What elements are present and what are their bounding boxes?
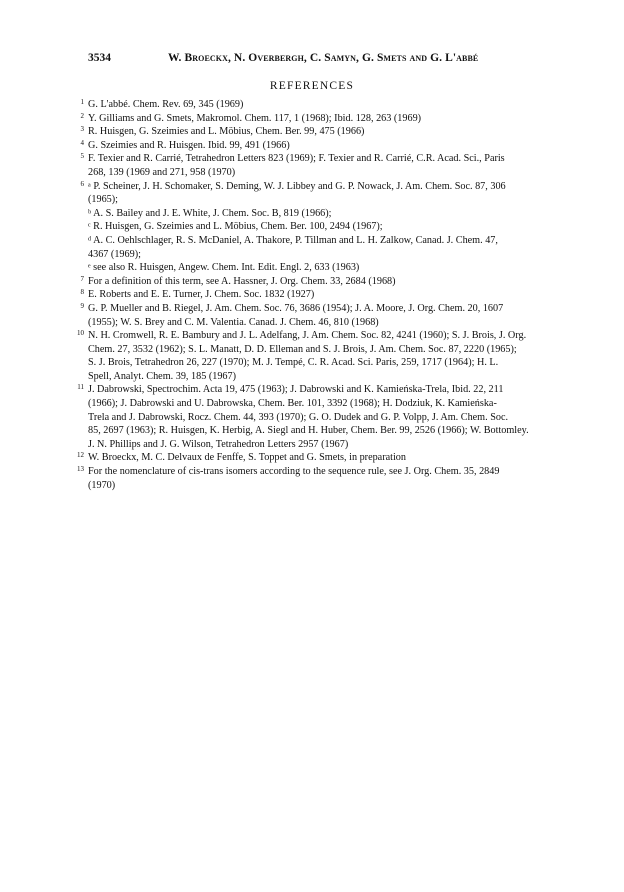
reference-text-line: G. L'abbé. Chem. Rev. 69, 345 (1969): [88, 99, 244, 110]
reference-item: [77, 383, 558, 451]
reference-number: 11: [77, 383, 84, 392]
reference-text-line: Chem. 27, 3532 (1962); S. L. Manatt, D. D. Elleman and S. J. Brois, J. Am. Chem. Soc. 87, 2220 (1965);: [88, 343, 517, 355]
reference-text-line: For the nomenclature of cis-trans isomers according to the sequence rule, see J. Org. Chem. 35, 2849: [88, 466, 500, 478]
reference-text-line: (1955); W. S. Brey and C. M. Valentia. Canad. J. Chem. 46, 810 (1968): [88, 316, 379, 328]
reference-number: 8: [80, 288, 84, 297]
reference-text-line: J. Dabrowski, Spectrochim. Acta 19, 475 (1963); J. Dabrowski and K. Kamieńska-Trela, Ibid. 22, 211: [88, 384, 504, 396]
reference-item: [80, 138, 558, 153]
reference-number: 3: [80, 125, 84, 134]
reference-item: [80, 288, 558, 302]
reference-text-line: W. Broeckx, M. C. Delvaux de Fenffe, S. Toppet and G. Smets, in preparation: [88, 452, 406, 464]
reference-text-line: F. Texier and R. Carrié, Tetrahedron Letters 823 (1969); F. Texier and R. Carrié, C.R. Acad. Sci., Paris: [88, 153, 505, 165]
reference-item: [80, 152, 558, 179]
reference-text-line: ᵃ P. Scheiner, J. H. Schomaker, S. Deming, W. J. Libbey and G. P. Nowack, J. Am. Chem. Soc. 87, 306: [88, 180, 506, 192]
reference-text-line: ᶜ R. Huisgen, G. Szeimies and L. Möbius, Chem. Ber. 100, 2494 (1967);: [88, 221, 383, 233]
reference-item: [80, 98, 558, 112]
reference-number: 12: [77, 451, 84, 460]
reference-text-line: 4367 (1969);: [88, 248, 141, 260]
reference-list: [77, 98, 558, 492]
reference-text-line: E. Roberts and E. E. Turner, J. Chem. Soc. 1832 (1927): [88, 289, 315, 301]
reference-text-line: 85, 2697 (1963); R. Huisgen, K. Herbig, A. Siegl and H. Huber, Chem. Ber. 99, 2526 (1966); W. Bottomley.: [88, 425, 529, 437]
reference-text-line: Trela and J. Dabrowski, Rocz. Chem. 44, 393 (1970); G. O. Dudek and G. P. Volpp, J. Am. Chem. Soc.: [88, 411, 509, 423]
reference-item: [80, 125, 558, 139]
reference-text-line: Spell, Analyt. Chem. 39, 185 (1967): [88, 370, 236, 382]
reference-item: [80, 301, 558, 329]
reference-number: 9: [80, 301, 84, 310]
reference-item: [80, 111, 558, 126]
reference-text-line: (1970): [88, 479, 116, 491]
reference-text-line: 268, 139 (1969 and 271, 958 (1970): [88, 166, 236, 178]
reference-number: 2: [80, 111, 84, 120]
reference-text-line: For a definition of this term, see A. Hassner, J. Org. Chem. 33, 2684 (1968): [88, 275, 396, 287]
reference-text-line: ᵈ A. C. Oehlschlager, R. S. McDaniel, A. Thakore, P. Tillman and L. H. Zalkow, Canad. J. Chem. 47,: [88, 234, 498, 246]
reference-number: 5: [80, 152, 84, 161]
page-number: 3534: [88, 52, 111, 64]
reference-text-line: N. H. Cromwell, R. E. Bambury and J. L. Adelfang, J. Am. Chem. Soc. 82, 4241 (1960); S. J. Brois, J. Org.: [88, 330, 527, 342]
reference-item: [80, 179, 558, 275]
reference-text-line: ᵇ A. S. Bailey and J. E. White, J. Chem. Soc. B, 819 (1966);: [88, 207, 332, 219]
reference-text-line: Y. Gilliams and G. Smets, Makromol. Chem. 117, 1 (1968); Ibid. 128, 263 (1969): [88, 112, 422, 124]
reference-number: 4: [80, 138, 84, 147]
reference-item: [80, 274, 558, 289]
reference-item: [77, 451, 558, 465]
reference-text-line: (1966); J. Dabrowski and U. Dabrowska, Chem. Ber. 101, 3392 (1968); H. Dodziuk, K. Kamieńska-: [88, 398, 497, 410]
reference-text-line: J. N. Phillips and J. G. Wilson, Tetrahedron Letters 2957 (1967): [88, 438, 349, 450]
reference-text-line: ᵉ see also R. Huisgen, Angew. Chem. Int. Edit. Engl. 2, 633 (1963): [88, 262, 360, 274]
references-heading: REFERENCES: [269, 80, 355, 92]
reference-item: [77, 329, 558, 383]
reference-text-line: G. Szeimies and R. Huisgen. Ibid. 99, 491 (1966): [88, 139, 290, 151]
reference-text-line: G. P. Mueller and B. Riegel, J. Am. Chem. Soc. 76, 3686 (1954); J. A. Moore, J. Org. Chem. 20, 1607: [88, 302, 504, 314]
reference-text-line: R. Huisgen, G. Szeimies and L. Möbius, Chem. Ber. 99, 475 (1966): [88, 126, 365, 138]
reference-text-line: (1965);: [88, 194, 118, 206]
reference-text-line: S. J. Brois, Tetrahedron 26, 227 (1970); M. J. Tempé, C. R. Acad. Sci. Paris, 259, 1717 (1964); H. L.: [88, 357, 499, 369]
reference-number: 7: [80, 274, 84, 283]
running-header-authors: W. Broeckx, N. Overbergh, C. Samyn, G. Smets and G. L'abbé: [168, 52, 479, 64]
reference-number: 6: [80, 179, 84, 188]
reference-number: 13: [77, 465, 84, 474]
reference-number: 10: [77, 329, 84, 338]
reference-item: [77, 465, 558, 492]
reference-number: 1: [80, 98, 84, 106]
